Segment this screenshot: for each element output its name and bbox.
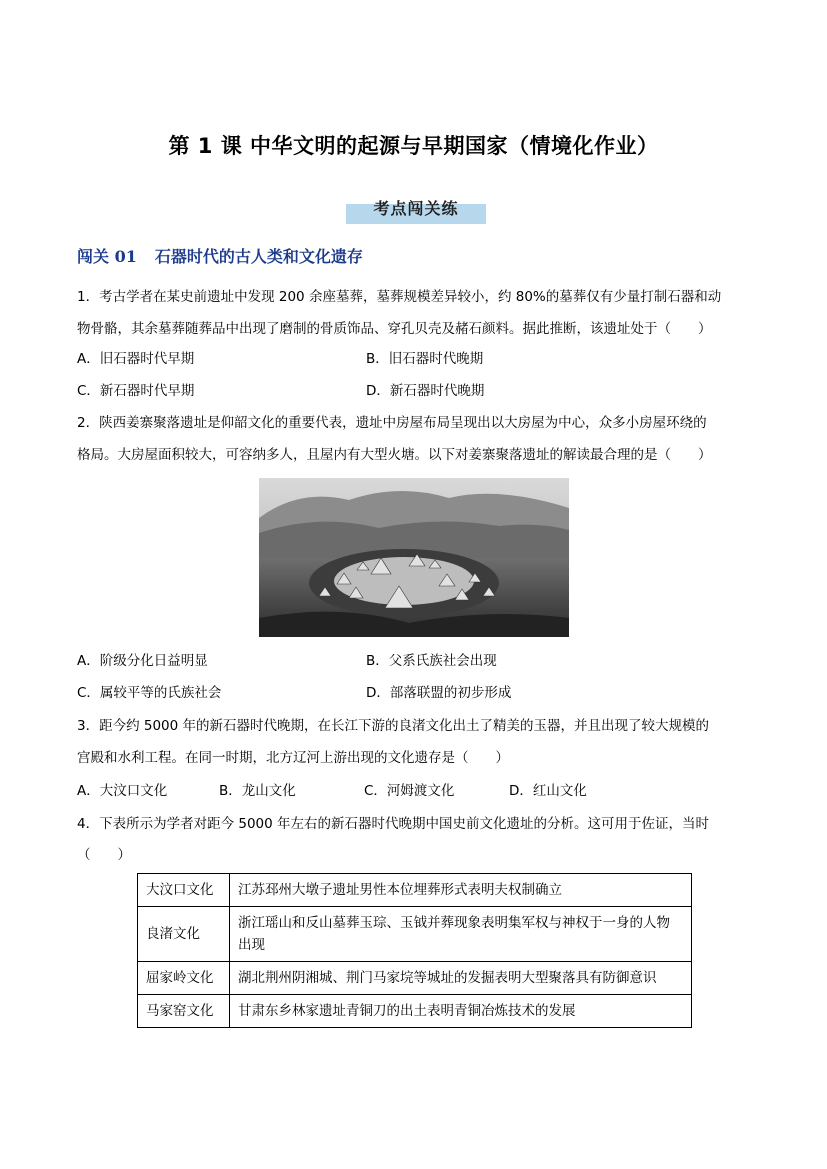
q3-option-c: C．河姆渡文化 [364, 783, 455, 799]
q2-option-b: B．父系氏族社会出现 [366, 653, 497, 669]
q2-option-a: A．阶级分化日益明显 [77, 653, 208, 669]
q2-option-c: C．属较平等的氏族社会 [77, 685, 222, 701]
culture-analysis-table [137, 873, 692, 1028]
q1-stem-line1: 1．考古学者在某史前遗址中发现 200 余座墓葬，墓葬规模差异较小，约 80%的墓葬仅有少量打制石器和动 [77, 289, 722, 305]
table-cell-culture: 马家窑文化 [138, 995, 230, 1028]
table-row [138, 907, 692, 962]
q2-option-d: D．部落联盟的初步形成 [366, 685, 512, 701]
jiangzhai-settlement-image [259, 478, 569, 637]
table-cell-analysis: 湖北荆州阴湘城、荆门马家垸等城址的发掘表明大型聚落具有防御意识 [230, 962, 692, 995]
table-row [138, 874, 692, 907]
q2-stem-line1: 2．陕西姜寨聚落遗址是仰韶文化的重要代表，遗址中房屋布局呈现出以大房屋为中心，众多小房屋环绕的 [77, 415, 707, 431]
q1-option-a: A．旧石器时代早期 [77, 351, 195, 367]
table-cell-analysis: 江苏邳州大墩子遗址男性本位埋葬形式表明夫权制确立 [230, 874, 692, 907]
table-cell-analysis: 甘肃东乡林家遗址青铜刀的出土表明青铜冶炼技术的发展 [230, 995, 692, 1028]
q3-stem-line2: 宫殿和水利工程。在同一时期，北方辽河上游出现的文化遗存是（ ） [77, 750, 509, 766]
q1-option-d: D．新石器时代晚期 [366, 383, 485, 399]
q4-stem-line1: 4．下表所示为学者对距今 5000 年左右的新石器时代晚期中国史前文化遗址的分析。这可用于佐证，当时 [77, 816, 710, 832]
q2-stem-line2: 格局。大房屋面积较大，可容纳多人，且屋内有大型火塘。以下对姜寨聚落遗址的解读最合理的是（ ） [77, 447, 712, 463]
section-heading [77, 244, 363, 267]
q3-option-b: B．龙山文化 [219, 783, 296, 799]
q1-option-c: C．新石器时代早期 [77, 383, 195, 399]
table-cell-analysis: 浙江瑶山和反山墓葬玉琮、玉钺并葬现象表明集军权与神权于一身的人物出现 [230, 907, 692, 962]
section-title: 石器时代的古人类和文化遗存 [154, 247, 363, 266]
q3-option-d: D．红山文化 [509, 783, 587, 799]
table-cell-culture: 屈家岭文化 [138, 962, 230, 995]
q1-stem-line2: 物骨骼，其余墓葬随葬品中出现了磨制的骨质饰品、穿孔贝壳及赭石颜料。据此推断，该遗址处于（ ） [77, 321, 712, 337]
banner-label: 考点闯关练 [373, 199, 459, 218]
q4-stem-line2: （ ） [77, 847, 131, 863]
table-cell-culture: 良渚文化 [138, 907, 230, 962]
table-row [138, 962, 692, 995]
q1-option-b: B．旧石器时代晚期 [366, 351, 484, 367]
page-title: 第 1 课 中华文明的起源与早期国家（情境化作业） [168, 134, 659, 158]
table-row [138, 995, 692, 1028]
q3-option-a: A．大汶口文化 [77, 783, 168, 799]
section-label: 闯关 01 [77, 247, 137, 266]
table-cell-culture: 大汶口文化 [138, 874, 230, 907]
q3-stem-line1: 3．距今约 5000 年的新石器时代晚期，在长江下游的良渚文化出土了精美的玉器，并且出现了较大规模的 [77, 718, 710, 734]
